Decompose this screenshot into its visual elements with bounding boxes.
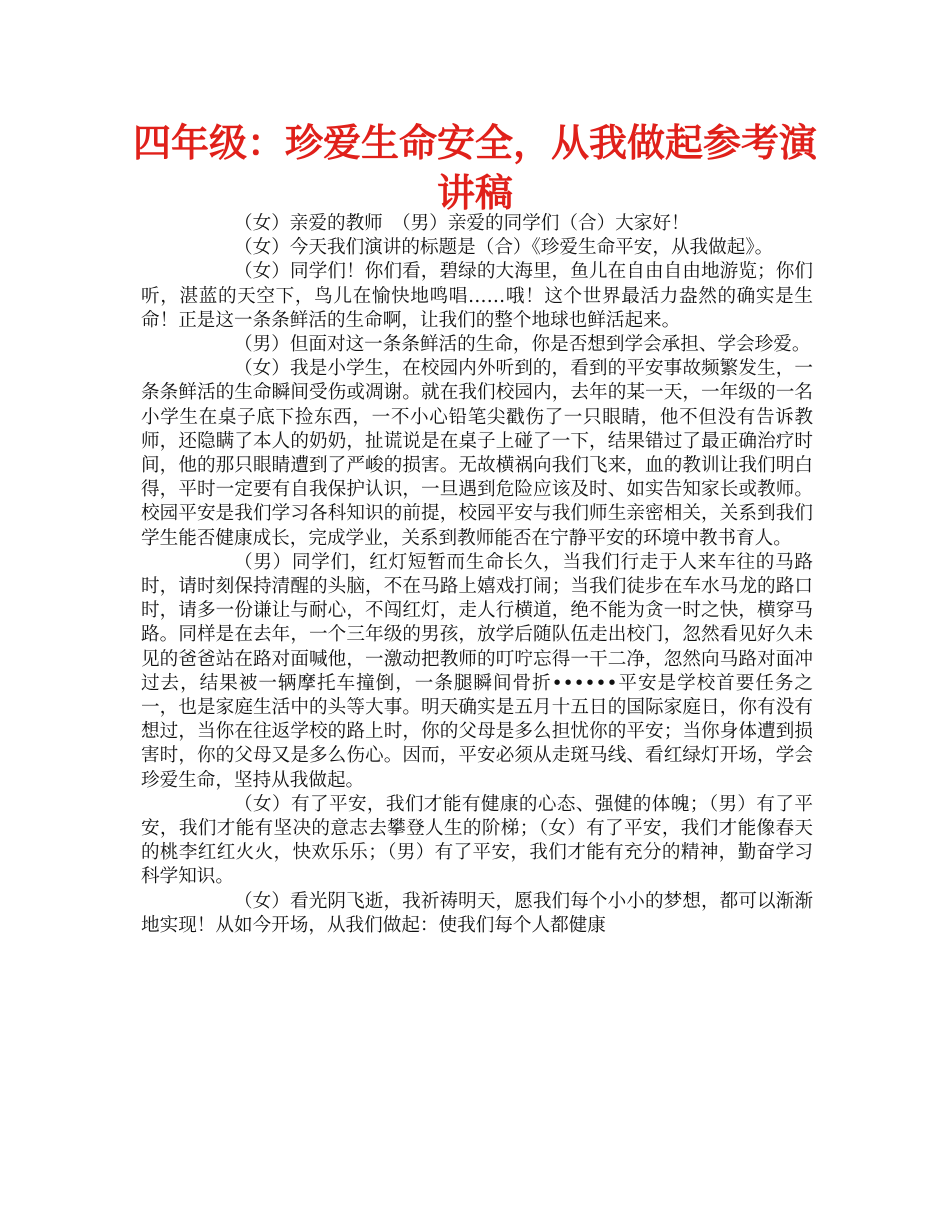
paragraph: （女）我是小学生，在校园内外听到的，看到的平安事故频繁发生，一条条鲜活的生命瞬间受伤或凋谢。就在我们校园内，去年的某一天，一年级的一名小学生在桌子底下捡东西，一不小心铅笔尖戳伤了一只眼睛，他不但没有告诉教师，还隐瞒了本人的奶奶，扯谎说是在桌子上碰了一下，结果错过了最正确治疗时间，他的那只眼睛遭到了严峻的损害。无故横祸向我们飞来，血的教训让我们明白得，平时一定要有自我保护认识，一旦遇到危险应该及时、如实告知家长或教师。校园平安是我们学习各科知识的前提，校园平安与我们师生亲密相关，关系到我们学生能否健康成长，完成学业，关系到教师能否在宁静平安的环境中教书育人。 bbox=[141, 358, 813, 549]
document-title: 四年级：珍爱生命安全，从我做起参考演讲稿 bbox=[132, 121, 817, 215]
paragraph: （女）有了平安，我们才能有健康的心态、强健的体魄；（男）有了平安，我们才能有坚决的意志去攀登人生的阶梯；（女）有了平安，我们才能像春天的桃李红红火火，快欢乐乐；（男）有了平安，我们才能有充分的精神，勤奋学习科学知识。 bbox=[141, 793, 813, 888]
paragraph: （女）亲爱的教师 （男）亲爱的同学们（合）大家好！ bbox=[234, 213, 690, 234]
paragraph: （男）同学们，红灯短暂而生命长久，当我们行走于人来车往的马路时，请时刻保持清醒的头脑，不在马路上嬉戏打闹；当我们徒步在车水马龙的路口时，请多一份谦让与耐心，不闯红灯，走人行横道，绝不能为贪一时之快，横穿马路。同样是在去年，一个三年级的男孩，放学后随队伍走出校门，忽然看见好久未见的爸爸站在路对面喊他，一激动把教师的叮咛忘得一干二净，忽然向马路对面冲过去，结果被一辆摩托车撞倒，一条腿瞬间骨折••••••平安是学校首要任务之一，也是家庭生活中的头等大事。明天确实是五月十五日的国际家庭日，你有没有想过，当你在往返学校的路上时，你的父母是多么担忧你的平安；当你身体遭到损害时，你的父母又是多么伤心。因而，平安必须从走斑马线、看红绿灯开场，学会珍爱生命，坚持从我做起。 bbox=[141, 551, 813, 791]
paragraph: （女）今天我们演讲的标题是（合）《珍爱生命平安，从我做起》。 bbox=[234, 237, 774, 259]
paragraph: （男）但面对这一条条鲜活的生命，你是否想到学会承担、学会珍爱。 bbox=[234, 334, 811, 356]
document-body bbox=[141, 212, 813, 938]
paragraph: （女）同学们！你们看，碧绿的大海里，鱼儿在自由自由地游览；你们听，湛蓝的天空下，鸟儿在愉快地鸣唱……哦！这个世界最活力盎然的确实是生命！正是这一条条鲜活的生命啊，让我们的整个地球也鲜活起来。 bbox=[141, 261, 813, 331]
paragraph: （女）看光阴飞逝，我祈祷明天，愿我们每个小小的梦想，都可以渐渐地实现！从如今开场，从我们做起：使我们每个人都健康 bbox=[141, 890, 813, 936]
